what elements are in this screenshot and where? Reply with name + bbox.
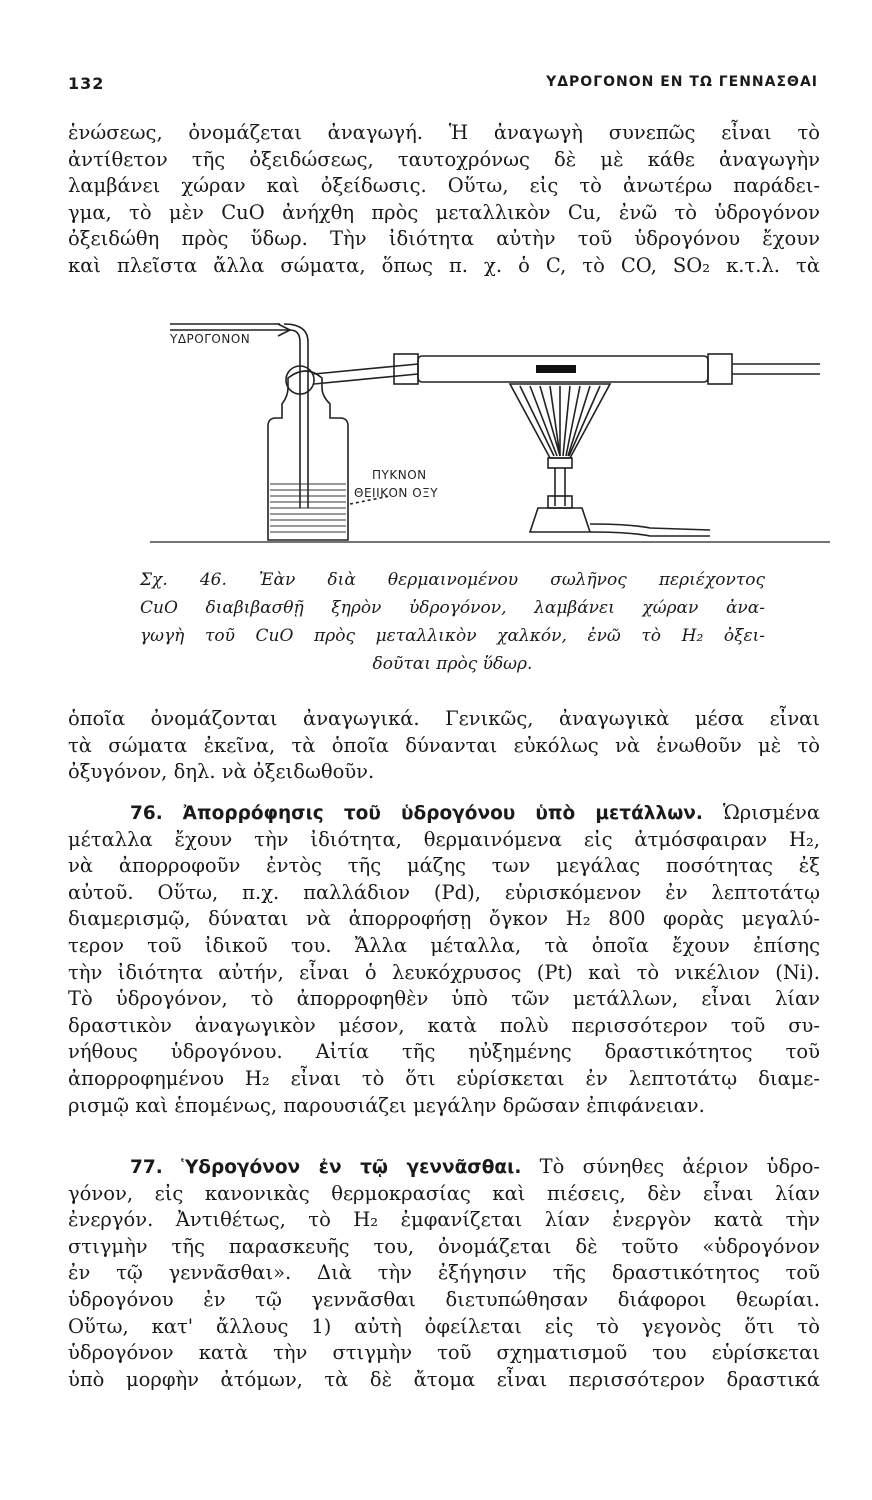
text-line: καὶ πλεῖστα ἄλλα σώματα, ὅπως π. χ. ὁ C, τὸ CO, SO₂ κ.τ.λ. τὰ	[68, 253, 820, 277]
caption-line: γωγὴ τοῦ CuO πρὸς μεταλλικὸν χαλκόν, ἐνῶ τὸ H₂ ὀξει-	[140, 626, 765, 646]
cuo-sample	[536, 365, 576, 373]
text-line: ὀξειδώθη πρὸς ὕδωρ. Τὴν ἰδιότητα αὐτὴν τοῦ ὑδρογόνου ἔχουν	[68, 227, 820, 251]
after-figure-paragraph	[68, 706, 820, 786]
text-line: ὑδρογόνον κατὰ τὴν στιγμὴν τοῦ σχηματισμοῦ του εὑρίσκεται	[68, 1341, 820, 1365]
section-76-number: 76.	[130, 803, 163, 824]
burner-base	[530, 508, 590, 532]
page-number: 132	[68, 74, 105, 93]
text-line: ἐν τῷ γεννᾶσθαι». Διὰ τὴν ἐξήγησιν τῆς δραστικότητος τοῦ	[68, 1261, 820, 1285]
stopper-left	[394, 354, 418, 384]
text-line: στιγμὴν τῆς παρασκευῆς του, ὀνομάζεται δὲ τοῦτο «ὑδρογόνον	[68, 1234, 820, 1258]
text-line: τερον τοῦ ἰδικοῦ του. Ἄλλα μέταλλα, τὰ ὁποῖα ἔχουν ἐπίσης	[68, 933, 820, 957]
text-line: ὑδρογόνου ἐν τῷ γεννᾶσθαι διετυπώθησαν διάφοροι θεωρίαι.	[68, 1287, 820, 1311]
text-line: ἑνώσεως, ὀνομάζεται ἀναγωγή. Ἡ ἀναγωγὴ συνεπῶς εἶναι τὸ	[68, 121, 820, 144]
text-line: ρισμῷ καὶ ἑπομένως, παρουσιάζει μεγάλην δρῶσαν ἐπιφάνειαν.	[68, 1093, 705, 1117]
text-line: ἀντίθετον τῆς ὀξειδώσεως, ταυτοχρόνως δὲ μὲ κάθε ἀναγωγὴν	[68, 147, 820, 171]
section-77-number: 77.	[130, 1157, 163, 1178]
text-line: ὑπὸ μορφὴν ἀτόμων, τὰ δὲ ἄτομα εἶναι περισσότερον δραστικά	[68, 1367, 820, 1391]
apparatus-figure	[150, 308, 830, 568]
hydrogen-label: ΥΔΡΟΓΟΝΟΝ	[170, 332, 251, 346]
text-line: ὁποῖα ὀνομάζονται ἀναγωγικά. Γενικῶς, ἀναγωγικὰ μέσα εἶναι	[68, 707, 820, 730]
caption-line: Σχ. 46. Ἐὰν διὰ θερμαινομένου σωλῆνος περιέχοντος	[140, 570, 765, 590]
section-77-first-text: Τὸ σύνηθες ἀέριον ὑδρο-	[539, 1155, 821, 1178]
page-header	[68, 74, 818, 98]
stopper-right	[708, 354, 732, 384]
section-76	[68, 800, 820, 1119]
section-77	[68, 1154, 820, 1393]
text-line: Τὸ ὑδρογόνον, τὸ ἀπορροφηθὲν ὑπὸ τῶν μετάλλων, εἶναι λίαν	[68, 987, 820, 1011]
text-line: τὴν ἰδιότητα αὐτήν, εἶναι ὁ λευκόχρυσος (Pt) καὶ τὸ νικέλιον (Ni).	[68, 960, 820, 984]
apparatus-drawing	[150, 308, 830, 568]
gas-hose	[590, 524, 710, 530]
text-line: αὐτοῦ. Οὕτω, π.χ. παλλάδιον (Pd), εὑρισκόμενον ἐν λεπτοτάτῳ	[68, 880, 820, 904]
text-line: νὰ ἀπορροφοῦν ἐντὸς τῆς μάζης των μεγάλας ποσότητας ἐξ	[68, 854, 820, 878]
section-77-heading-line	[68, 1154, 820, 1181]
section-77-title: Ὑδρογόνον ἐν τῷ γεννᾶσθαι.	[181, 1157, 522, 1178]
text-line: ὀξυγόνον, δηλ. νὰ ὀξειδωθοῦν.	[68, 760, 375, 784]
burner-head	[548, 458, 572, 468]
acid-label-line1: ΠΥΚΝΟΝ	[372, 468, 427, 482]
text-line: γόνον, εἰς κανονικὰς θερμοκρασίας καὶ πιέσεις, δὲν εἶναι λίαν	[68, 1181, 820, 1205]
text-line: διαμερισμῷ, δύναται νὰ ἀπορροφήσῃ ὄγκον H₂ 800 φορὰς μεγαλύ-	[68, 907, 820, 931]
running-head: ΥΔΡΟΓΟΝΟΝ ΕΝ ΤΩ ΓΕΝΝΑΣΘΑΙ	[546, 74, 818, 90]
section-76-first-text: Ὡρισμένα	[722, 801, 820, 824]
burner-collar	[548, 496, 572, 508]
section-76-title: Ἀπορρόφησις τοῦ ὑδρογόνου ὑπὸ μετάλλων.	[182, 803, 703, 824]
acid-label-line2: ΘΕΙΙΚΟΝ ΟΞΥ	[354, 486, 439, 500]
caption-line: δοῦται πρὸς ὕδωρ.	[372, 654, 533, 674]
intro-paragraph	[68, 120, 820, 280]
text-line: νήθους ὑδρογόνου. Αἰτία τῆς ηὐξημένης δραστικότητος τοῦ	[68, 1040, 820, 1064]
figure-caption	[140, 566, 765, 678]
text-line: Οὕτω, κατ' ἄλλους 1) αὐτὴ ὀφείλεται εἰς τὸ γεγονὸς ὅτι τὸ	[68, 1314, 820, 1338]
text-line: λαμβάνει χώραν καὶ ὀξείδωσις. Οὕτω, εἰς τὸ ἀνωτέρω παράδει-	[68, 174, 820, 198]
text-line: τὰ σώματα ἐκεῖνα, τὰ ὁποῖα δύνανται εὐκόλως νὰ ἑνωθοῦν μὲ τὸ	[68, 733, 820, 757]
text-line: γμα, τὸ μὲν CuO ἀνήχθη πρὸς μεταλλικὸν Cu, ἐνῶ τὸ ὑδρογόνον	[68, 200, 820, 224]
text-line: ἐνεργόν. Ἀντιθέτως, τὸ H₂ ἐμφανίζεται λίαν ἐνεργὸν κατὰ τὴν	[68, 1208, 820, 1232]
text-line: ἀπορροφημένου H₂ εἶναι τὸ ὅτι εὑρίσκεται ἐν λεπτοτάτῳ διαμε-	[68, 1066, 820, 1090]
text-line: δραστικὸν ἀναγωγικὸν μέσον, κατὰ πολὺ περισσότερον τοῦ συ-	[68, 1013, 820, 1037]
section-76-heading-line	[68, 800, 820, 827]
caption-line: CuO διαβιβασθῇ ξηρὸν ὑδρογόνον, λαμβάνει χώραν ἀνα-	[140, 598, 765, 618]
text-line: μέταλλα ἔχουν τὴν ἰδιότητα, θερμαινόμενα εἰς ἀτμόσφαιραν H₂,	[68, 827, 820, 851]
bottle-inlet-tube	[290, 330, 300, 508]
